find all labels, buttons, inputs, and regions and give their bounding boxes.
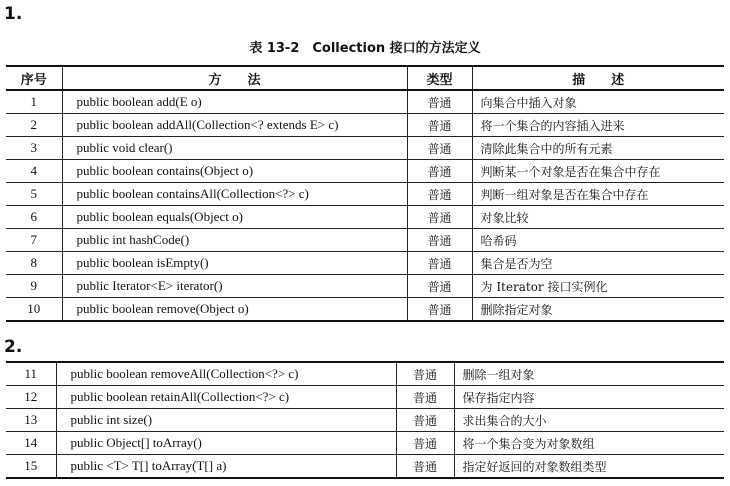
table-row <box>6 409 724 432</box>
table-row <box>6 252 724 275</box>
table-row <box>6 183 724 206</box>
method-signature: public Iterator<E> iterator() <box>62 275 407 298</box>
row-number: 8 <box>6 252 62 275</box>
section-label-2: 2. <box>4 337 23 357</box>
method-description: 删除指定对象 <box>472 298 724 322</box>
row-number: 11 <box>6 362 56 386</box>
header-no: 序号 <box>6 66 62 90</box>
method-description: 向集合中插入对象 <box>472 90 724 114</box>
method-description: 将一个集合变为对象数组 <box>454 432 724 455</box>
method-description: 清除此集合中的所有元素 <box>472 137 724 160</box>
method-description: 指定好返回的对象数组类型 <box>454 455 724 479</box>
table-row <box>6 229 724 252</box>
method-description: 为 Iterator 接口实例化 <box>472 275 724 298</box>
method-signature: public int size() <box>56 409 396 432</box>
row-number: 1 <box>6 90 62 114</box>
method-description: 对象比较 <box>472 206 724 229</box>
method-description: 将一个集合的内容插入进来 <box>472 114 724 137</box>
method-type: 普通 <box>407 137 472 160</box>
method-signature: public boolean remove(Object o) <box>62 298 407 322</box>
method-signature: public boolean contains(Object o) <box>62 160 407 183</box>
method-type: 普通 <box>396 409 454 432</box>
method-type: 普通 <box>407 298 472 322</box>
method-signature: public boolean addAll(Collection<? extends E> c) <box>62 114 407 137</box>
row-number: 3 <box>6 137 62 160</box>
method-signature: public boolean isEmpty() <box>62 252 407 275</box>
row-number: 2 <box>6 114 62 137</box>
method-signature: public boolean add(E o) <box>62 90 407 114</box>
row-number: 10 <box>6 298 62 322</box>
collection-methods-table-part-2 <box>6 361 724 479</box>
row-number: 9 <box>6 275 62 298</box>
table-row <box>6 455 724 479</box>
method-description: 判断某一个对象是否在集合中存在 <box>472 160 724 183</box>
method-description: 删除一组对象 <box>454 362 724 386</box>
row-number: 13 <box>6 409 56 432</box>
table-header-row <box>6 66 724 90</box>
method-type: 普通 <box>407 206 472 229</box>
table-row <box>6 90 724 114</box>
method-type: 普通 <box>407 275 472 298</box>
method-type: 普通 <box>396 386 454 409</box>
row-number: 12 <box>6 386 56 409</box>
method-signature: public void clear() <box>62 137 407 160</box>
method-signature: public boolean retainAll(Collection<?> c) <box>56 386 396 409</box>
method-signature: public boolean equals(Object o) <box>62 206 407 229</box>
method-type: 普通 <box>407 160 472 183</box>
method-type: 普通 <box>407 90 472 114</box>
table-row <box>6 298 724 322</box>
method-type: 普通 <box>407 252 472 275</box>
row-number: 5 <box>6 183 62 206</box>
row-number: 7 <box>6 229 62 252</box>
table-row <box>6 432 724 455</box>
table-row <box>6 362 724 386</box>
method-description: 保存指定内容 <box>454 386 724 409</box>
row-number: 14 <box>6 432 56 455</box>
method-type: 普通 <box>396 455 454 479</box>
header-desc: 描 述 <box>472 66 724 90</box>
table-row <box>6 206 724 229</box>
method-description: 哈希码 <box>472 229 724 252</box>
method-signature: public boolean containsAll(Collection<?> c) <box>62 183 407 206</box>
header-type: 类型 <box>407 66 472 90</box>
collection-methods-table-part-1 <box>6 65 724 322</box>
row-number: 15 <box>6 455 56 479</box>
table-caption: 表 13-2 Collection 接口的方法定义 <box>249 41 481 56</box>
section-label-1: 1. <box>4 4 23 24</box>
method-signature: public Object[] toArray() <box>56 432 396 455</box>
method-type: 普通 <box>407 183 472 206</box>
method-description: 集合是否为空 <box>472 252 724 275</box>
method-signature: public boolean removeAll(Collection<?> c) <box>56 362 396 386</box>
method-type: 普通 <box>396 432 454 455</box>
method-type: 普通 <box>396 362 454 386</box>
method-signature: public int hashCode() <box>62 229 407 252</box>
table-row <box>6 386 724 409</box>
table-row <box>6 275 724 298</box>
row-number: 4 <box>6 160 62 183</box>
header-method: 方 法 <box>62 66 407 90</box>
method-signature: public <T> T[] toArray(T[] a) <box>56 455 396 479</box>
method-description: 判断一组对象是否在集合中存在 <box>472 183 724 206</box>
method-type: 普通 <box>407 229 472 252</box>
method-description: 求出集合的大小 <box>454 409 724 432</box>
row-number: 6 <box>6 206 62 229</box>
table-row <box>6 160 724 183</box>
method-type: 普通 <box>407 114 472 137</box>
table-row <box>6 137 724 160</box>
table-row <box>6 114 724 137</box>
